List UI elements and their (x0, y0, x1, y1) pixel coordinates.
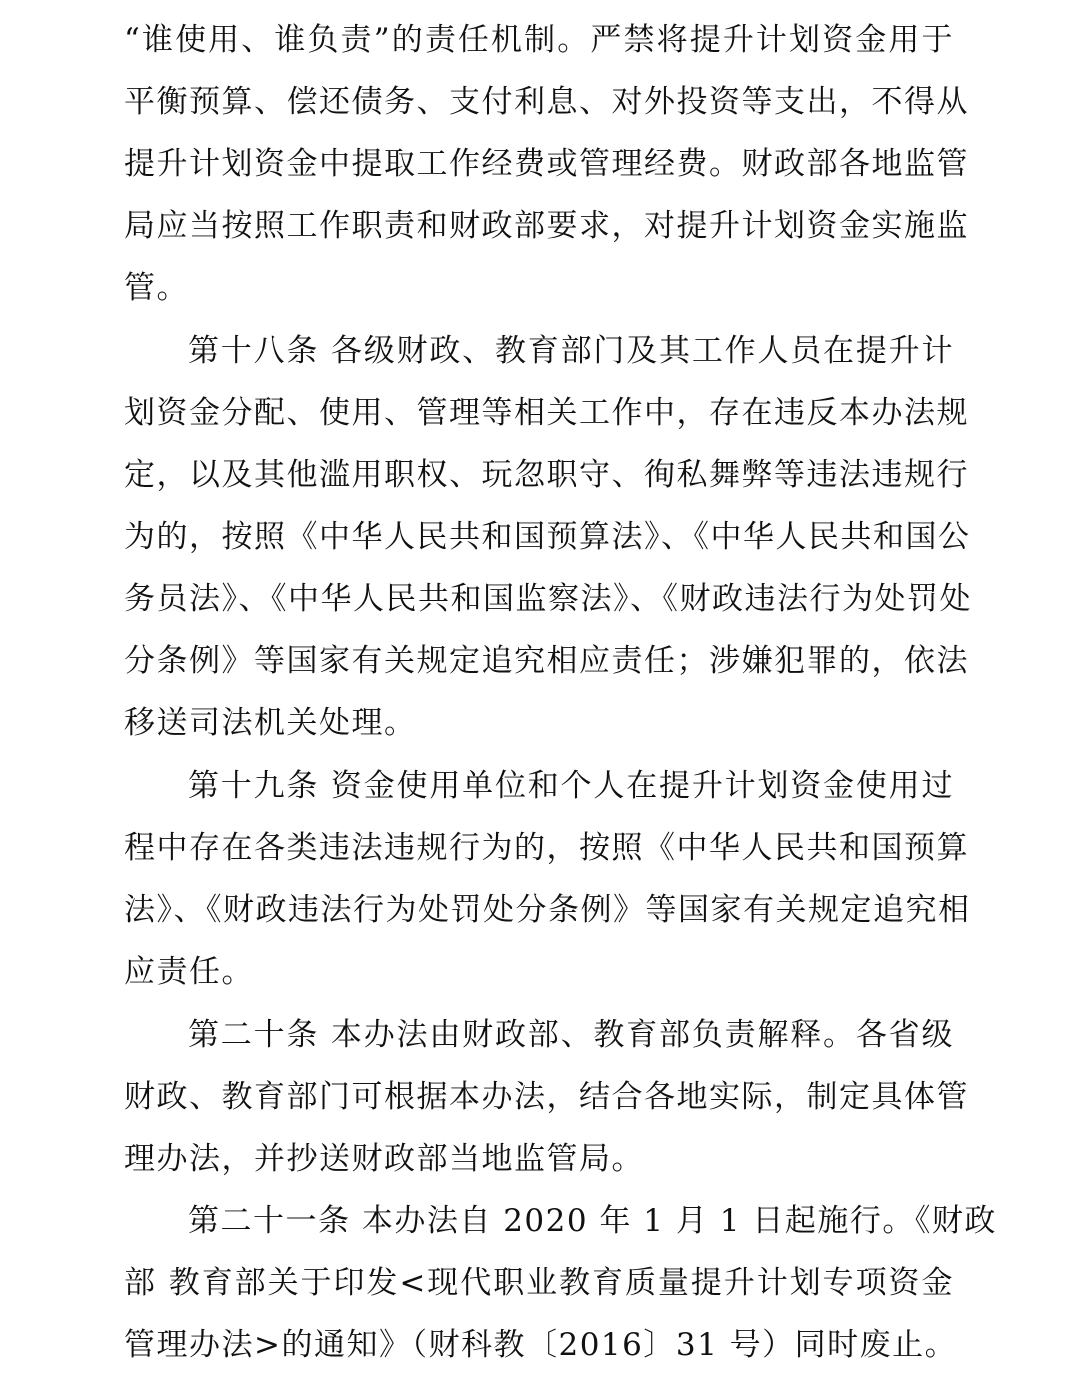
text-line: 财政、教育部门可根据本办法，结合各地实际，制定具体管 (124, 1079, 969, 1115)
article-18-heading-line: 第十八条 各级财政、教育部门及其工作人员在提升计 (188, 333, 954, 369)
text-line: 移送司法机关处理。 (124, 705, 417, 741)
article-21-heading-line: 第二十一条 本办法自 2020 年 1 月 1 日起施行。《财政 (188, 1203, 997, 1239)
text-line: 法》、《财政违法行为处罚处分条例》等国家有关规定追究相 (124, 892, 971, 928)
text-line: 务员法》、《中华人民共和国监察法》、《财政违法行为处罚处 (124, 581, 972, 617)
text-line: 分条例》等国家有关规定追究相应责任；涉嫌犯罪的，依法 (124, 643, 969, 679)
text-line: 定，以及其他滥用职权、玩忽职守、徇私舞弊等违法违规行 (124, 457, 969, 493)
text-line: 提升计划资金中提取工作经费或管理经费。财政部各地监管 (124, 146, 969, 182)
article-20-heading-line: 第二十条 本办法由财政部、教育部负责解释。各省级 (188, 1017, 954, 1053)
text-line: 管理办法>的通知》（财科教〔2016〕31 号）同时废止。 (124, 1327, 958, 1363)
text-line: 部 教育部关于印发<现代职业教育质量提升计划专项资金 (124, 1265, 954, 1301)
article-19-heading-line: 第十九条 资金使用单位和个人在提升计划资金使用过 (188, 768, 954, 804)
text-line: 管。 (124, 270, 189, 306)
text-line: 局应当按照工作职责和财政部要求，对提升计划资金实施监 (124, 208, 969, 244)
text-line: 应责任。 (124, 954, 254, 990)
text-line: 理办法，并抄送财政部当地监管局。 (124, 1141, 644, 1177)
text-line: 平衡预算、偿还债务、支付利息、对外投资等支出，不得从 (124, 84, 969, 120)
text-line: 为的，按照《中华人民共和国预算法》、《中华人民共和国公 (124, 519, 971, 555)
text-line: 程中存在各类违法违规行为的，按照《中华人民共和国预算 (124, 830, 969, 866)
text-line: “谁使用、谁负责”的责任机制。严禁将提升计划资金用于 (124, 22, 954, 58)
text-line: 划资金分配、使用、管理等相关工作中，存在违反本办法规 (124, 395, 969, 431)
